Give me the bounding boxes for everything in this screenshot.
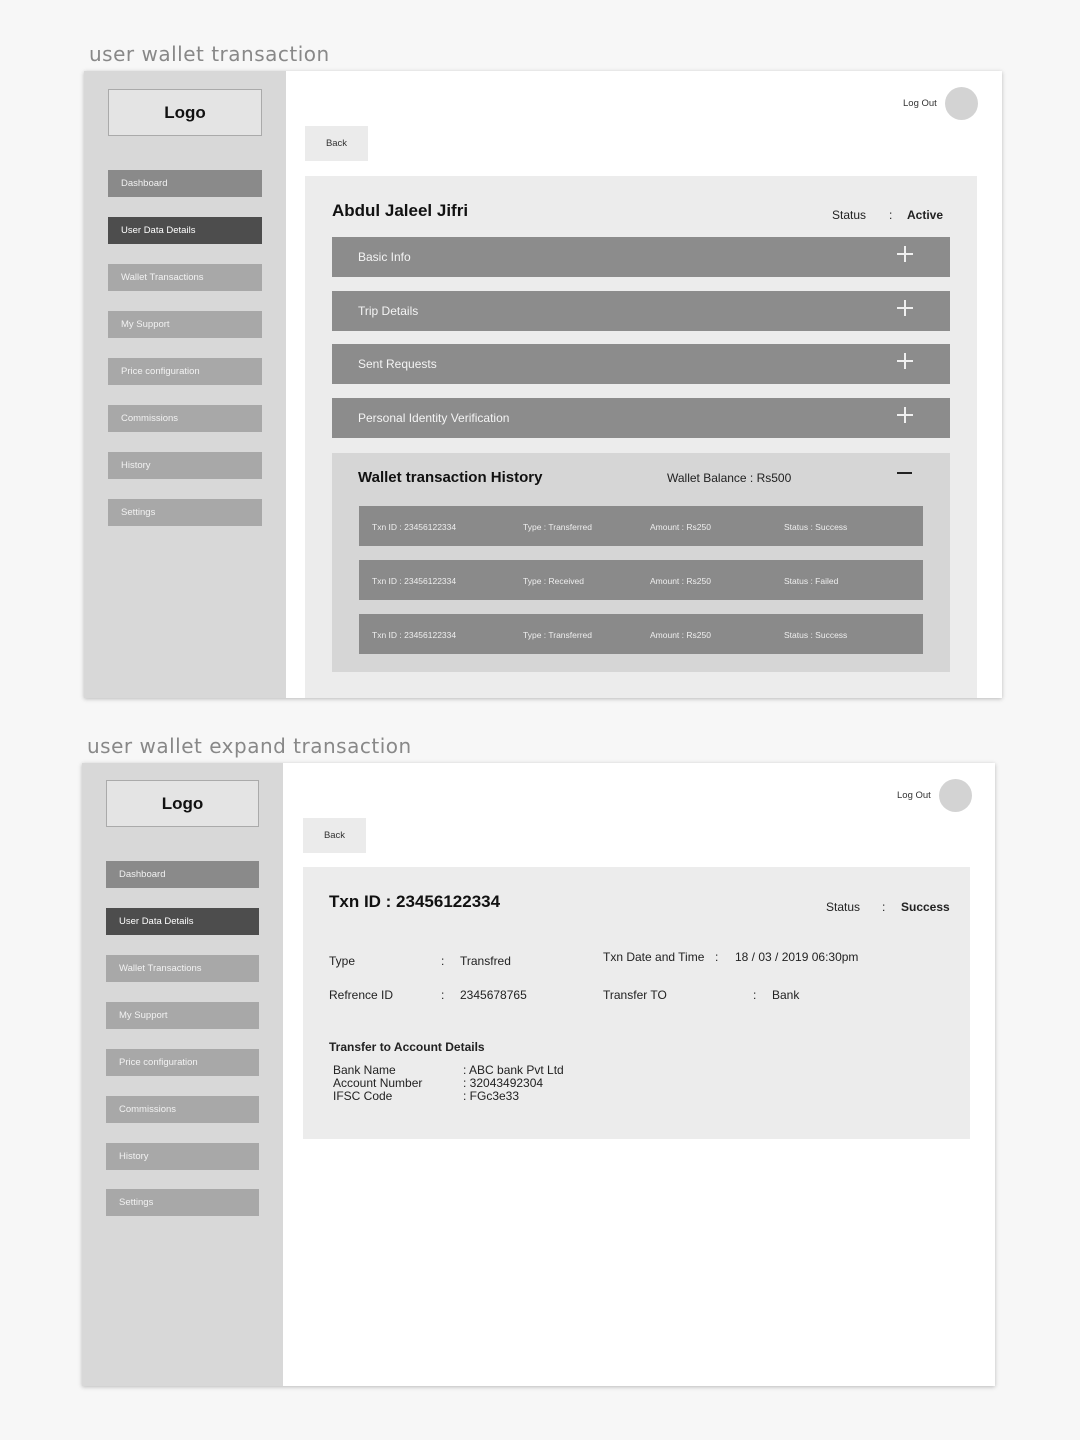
nav-settings[interactable]: Settings: [108, 499, 262, 526]
section-sent-requests[interactable]: [332, 344, 950, 384]
reference-label: Refrence ID: [329, 988, 394, 1002]
transaction-row[interactable]: [359, 506, 923, 546]
user-detail-panel: [305, 176, 977, 698]
bank-name-label: Bank Name: [333, 1063, 396, 1077]
section-trip-details[interactable]: [332, 291, 950, 331]
section-basic-info[interactable]: [332, 237, 950, 277]
back-button[interactable]: Back: [305, 126, 368, 161]
avatar[interactable]: [945, 87, 978, 120]
nav-dashboard[interactable]: Dashboard: [106, 861, 259, 888]
minus-icon[interactable]: [897, 472, 912, 474]
ifsc-value: : FGc3e33: [463, 1089, 520, 1103]
reference-value: 2345678765: [460, 988, 527, 1002]
ifsc-label: IFSC Code: [333, 1089, 393, 1103]
date-label: Txn Date and Time: [603, 950, 705, 964]
nav-commissions[interactable]: Commissions: [108, 405, 262, 432]
status-value: Success: [901, 900, 950, 914]
txn-amount: Amount : Rs250: [650, 630, 711, 640]
bank-name-value: : ABC bank Pvt Ltd: [463, 1063, 564, 1077]
account-number-label: Account Number: [333, 1076, 423, 1090]
section-identity-verification[interactable]: [332, 398, 950, 438]
account-number-value: : 32043492304: [463, 1076, 544, 1090]
status-value: Active: [907, 208, 944, 222]
date-separator: :: [715, 950, 719, 964]
txn-status: Status : Success: [784, 522, 848, 532]
section-label: Basic Info: [358, 250, 411, 264]
nav-my-support[interactable]: My Support: [106, 1002, 259, 1029]
wallet-history-title: Wallet transaction History: [358, 469, 543, 486]
txn-status: Status : Failed: [784, 576, 839, 586]
nav-wallet-transactions[interactable]: Wallet Transactions: [108, 264, 262, 291]
logo: Logo: [108, 89, 262, 136]
nav-user-data-details[interactable]: User Data Details: [108, 217, 262, 244]
sidebar: [84, 71, 286, 698]
txn-id-title: Txn ID : 23456122334: [329, 892, 501, 911]
wallet-history-section: [332, 453, 950, 672]
reference-separator: :: [441, 988, 445, 1002]
plus-icon[interactable]: [897, 300, 913, 316]
transaction-row[interactable]: [359, 614, 923, 654]
section-label: Trip Details: [358, 304, 419, 318]
logout-area: [903, 87, 978, 120]
screen-title-2: user wallet expand transaction: [87, 734, 412, 758]
status-label: Status: [832, 208, 867, 222]
logout-area: [897, 779, 972, 812]
user-name: Abdul Jaleel Jifri: [332, 201, 469, 220]
plus-icon[interactable]: [897, 246, 913, 262]
transaction-row[interactable]: [359, 560, 923, 600]
wallet-balance: Wallet Balance : Rs500: [667, 471, 792, 485]
nav-history[interactable]: History: [108, 452, 262, 479]
txn-amount: Amount : Rs250: [650, 522, 711, 532]
status-label: Status: [826, 900, 861, 914]
txn-amount: Amount : Rs250: [650, 576, 711, 586]
sidebar: [82, 763, 283, 1386]
status-separator: :: [889, 208, 893, 222]
logout-link[interactable]: Log Out: [897, 790, 931, 801]
nav-user-data-details[interactable]: User Data Details: [106, 908, 259, 935]
logout-link[interactable]: Log Out: [903, 98, 937, 109]
txn-id: Txn ID : 23456122334: [372, 522, 457, 532]
back-button[interactable]: Back: [303, 818, 366, 853]
nav-commissions[interactable]: Commissions: [106, 1096, 259, 1123]
type-label: Type: [329, 954, 356, 968]
nav-settings[interactable]: Settings: [106, 1189, 259, 1216]
avatar[interactable]: [939, 779, 972, 812]
logo: Logo: [106, 780, 259, 827]
plus-icon[interactable]: [897, 353, 913, 369]
date-value: 18 / 03 / 2019 06:30pm: [735, 950, 859, 964]
txn-type: Type : Received: [523, 576, 584, 586]
section-label: Personal Identity Verification: [358, 411, 510, 425]
account-details-title: Transfer to Account Details: [329, 1040, 485, 1054]
transaction-detail-panel: [303, 867, 970, 1139]
nav-my-support[interactable]: My Support: [108, 311, 262, 338]
transfer-to-value: Bank: [772, 988, 800, 1002]
status-separator: :: [882, 900, 886, 914]
wallet-expand-transaction-screen: [82, 763, 995, 1386]
txn-id: Txn ID : 23456122334: [372, 630, 457, 640]
txn-type: Type : Transferred: [523, 522, 592, 532]
txn-status: Status : Success: [784, 630, 848, 640]
txn-id: Txn ID : 23456122334: [372, 576, 457, 586]
nav-price-configuration[interactable]: Price configuration: [106, 1049, 259, 1076]
txn-type: Type : Transferred: [523, 630, 592, 640]
transfer-to-label: Transfer TO: [603, 988, 667, 1002]
plus-icon[interactable]: [897, 407, 913, 423]
wallet-transaction-screen: [84, 71, 1002, 698]
transfer-to-separator: :: [753, 988, 757, 1002]
type-separator: :: [441, 954, 445, 968]
nav-wallet-transactions[interactable]: Wallet Transactions: [106, 955, 259, 982]
nav-history[interactable]: History: [106, 1143, 259, 1170]
type-value: Transfred: [460, 954, 511, 968]
nav-dashboard[interactable]: Dashboard: [108, 170, 262, 197]
section-label: Sent Requests: [358, 357, 437, 371]
screen-title-1: user wallet transaction: [89, 42, 330, 66]
nav-price-configuration[interactable]: Price configuration: [108, 358, 262, 385]
